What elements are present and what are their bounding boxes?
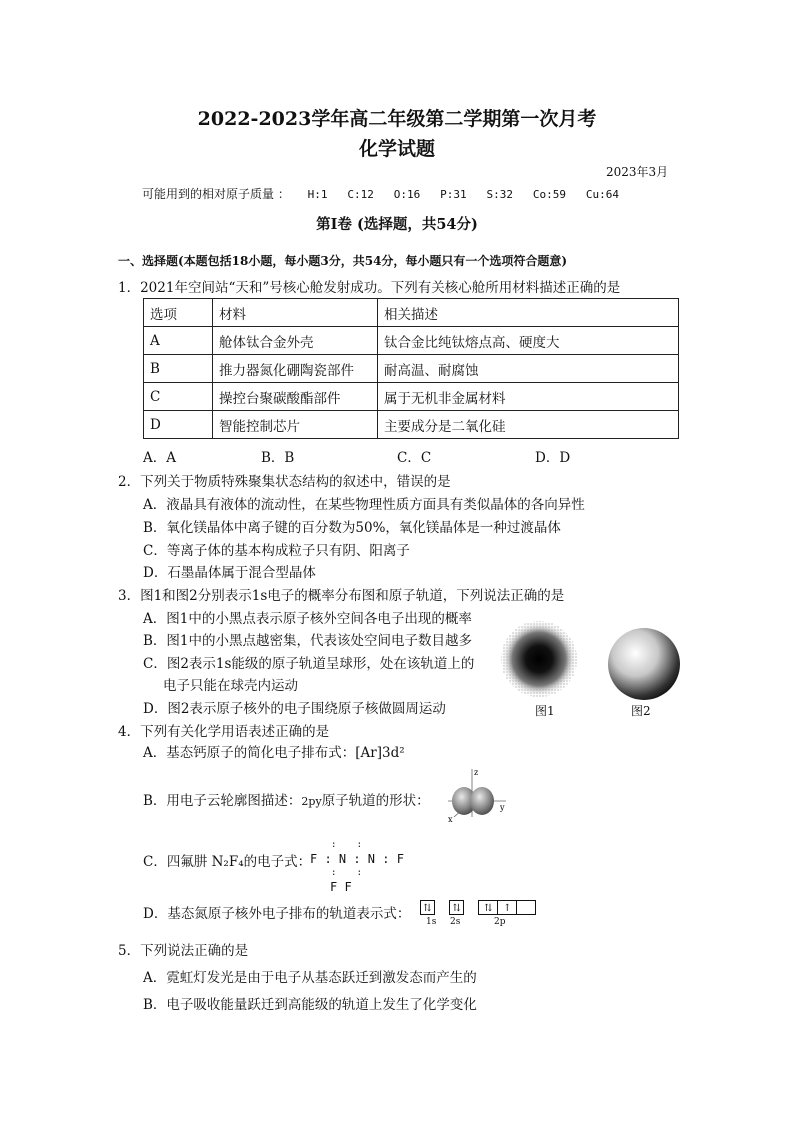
q1-stem: 1．2021年空间站“天和”号核心舱发射成功。下列有关核心舱所用材料描述正确的是 xyxy=(118,280,621,296)
q4-option-d: D．基态氮原子核外电子排布的轨道表示式： xyxy=(143,906,411,922)
q1-choice-c: C．C xyxy=(397,450,432,466)
orbital-box-2p-2: ↑ xyxy=(497,900,517,915)
q2-option-c: C．等离子体的基本构成粒子只有阴、阳离子 xyxy=(143,543,410,559)
table-row xyxy=(144,355,679,383)
q4-b-tail: 原子轨道的形状： xyxy=(321,793,430,809)
table-row xyxy=(144,383,679,411)
exam-date: 2023年3月 xyxy=(606,165,669,179)
table-cell: C xyxy=(144,383,213,411)
atomic-masses-label: 可能用到的相对原子质量 ： xyxy=(142,187,290,201)
orbital-box-2p-3 xyxy=(516,900,536,915)
mass-cu: Cu:64 xyxy=(585,188,620,201)
mass-p: P:31 xyxy=(440,188,467,201)
table-cell: 主要成分是二氧化硅 xyxy=(378,411,679,439)
table-cell: 钛合金比纯钛熔点高、硬度大 xyxy=(378,327,679,355)
q4-option-b xyxy=(143,789,430,809)
part1-heading: 一、选择题(本题包括18小题，每小题3分，共54分，每小题只有一个选项符合题意) xyxy=(118,254,568,268)
fig1-label: 图1 xyxy=(535,704,555,718)
q1-choice-d: D．D xyxy=(535,450,571,466)
orbital-label-2p: 2p xyxy=(494,917,506,927)
orbital-label-1s: 1s xyxy=(426,917,437,927)
table-cell: B xyxy=(144,355,213,383)
n2f4-formula-bottom: F F xyxy=(330,880,352,894)
n2f4-electron-formula: : : F : N : N : F : : F F xyxy=(310,840,404,894)
orbital-box-2s: ⇅ xyxy=(449,900,464,915)
table-cell: 舱体钛合金外壳 xyxy=(213,327,378,355)
q1-choice-a: A．A xyxy=(143,450,176,466)
q5-option-a: A．霓虹灯发光是由于电子从基态跃迁到激发态而产生的 xyxy=(143,970,477,986)
header-cell: 相关描述 xyxy=(378,299,679,327)
p-orbital-figure xyxy=(440,765,515,825)
table-cell: 智能控制芯片 xyxy=(213,411,378,439)
q4-stem: 4．下列有关化学用语表述正确的是 xyxy=(118,724,330,740)
q3-stem: 3．图1和图2分别表示1s电子的概率分布图和原子轨道，下列说法正确的是 xyxy=(118,588,565,604)
sphere-orbital-figure xyxy=(606,626,682,702)
q3-option-c: C．图2表示1s能级的原子轨道呈球形，处在该轨道上的 xyxy=(143,656,475,672)
atomic-masses-line xyxy=(142,185,619,202)
q3-option-b: B．图1中的小黑点越密集，代表该处空间电子数目越多 xyxy=(143,633,473,649)
axis-z-label: z xyxy=(474,768,479,777)
q4-b-text: B．用电子云轮廓图描述： xyxy=(143,793,302,809)
exam-subtitle: 化学试题 xyxy=(358,138,435,160)
table-cell: D xyxy=(144,411,213,439)
q1-material-table xyxy=(143,298,679,439)
table-cell: 推力器氮化硼陶瓷部件 xyxy=(213,355,378,383)
table-header-row xyxy=(144,299,679,327)
q4-a-formula: [Ar]3d² xyxy=(355,745,405,761)
q2-option-d: D．石墨晶体属于混合型晶体 xyxy=(143,565,316,581)
table-row xyxy=(144,411,679,439)
q2-stem: 2．下列关于物质特殊聚集状态结构的叙述中，错误的是 xyxy=(118,474,451,490)
q1-choice-b: B．B xyxy=(261,450,295,466)
header-cell: 选项 xyxy=(144,299,213,327)
table-cell: 操控台聚碳酸酯部件 xyxy=(213,383,378,411)
table-row xyxy=(144,327,679,355)
q3-option-a: A．图1中的小黑点表示原子核外空间各电子出现的概率 xyxy=(143,611,472,627)
exam-title: 2022-2023学年高二年级第二学期第一次月考 xyxy=(197,108,597,130)
q2-option-b: B．氧化镁晶体中离子键的百分数为50%，氧化镁晶体是一种过渡晶体 xyxy=(143,520,561,536)
mass-o: O:16 xyxy=(393,188,421,201)
electron-cloud-figure xyxy=(500,620,578,698)
orbital-diagram xyxy=(420,897,535,916)
axis-y-label: y xyxy=(500,803,505,812)
q3-option-c-cont: 电子只能在球壳内运动 xyxy=(163,678,298,694)
q5-option-b: B．电子吸收能量跃迁到高能级的轨道上发生了化学变化 xyxy=(143,997,477,1013)
table-cell: 属于无机非金属材料 xyxy=(378,383,679,411)
q4-option-a xyxy=(143,741,405,761)
axis-x-label: x xyxy=(448,815,453,824)
mass-h: H:1 xyxy=(307,188,328,201)
orbital-box-2p-1: ⇅ xyxy=(478,900,498,915)
q4-b-orbital: 2py xyxy=(301,795,322,808)
fig2-label: 图2 xyxy=(631,704,651,718)
orbital-label-2s: 2s xyxy=(450,917,461,927)
mass-c: C:12 xyxy=(347,188,374,201)
q4-a-text: A．基态钙原子的简化电子排布式： xyxy=(143,745,356,761)
n2f4-formula-top: F : N : N : F xyxy=(310,852,404,866)
q3-option-d: D．图2表示原子核外的电子围绕原子核做圆周运动 xyxy=(143,701,446,717)
q5-stem: 5．下列说法正确的是 xyxy=(118,943,249,959)
q4-option-c: C．四氟肼 N₂F₄的电子式： xyxy=(143,854,312,870)
table-cell: A xyxy=(144,327,213,355)
header-cell: 材料 xyxy=(213,299,378,327)
orbital-box-1s: ⇅ xyxy=(420,900,435,915)
mass-s: S:32 xyxy=(486,188,514,201)
q2-option-a: A．液晶具有液体的流动性，在某些物理性质方面具有类似晶体的各向异性 xyxy=(143,497,585,513)
table-cell: 耐高温、耐腐蚀 xyxy=(378,355,679,383)
mass-co: Co:59 xyxy=(532,188,567,201)
section-heading: 第Ⅰ卷 (选择题，共54分) xyxy=(316,216,478,233)
